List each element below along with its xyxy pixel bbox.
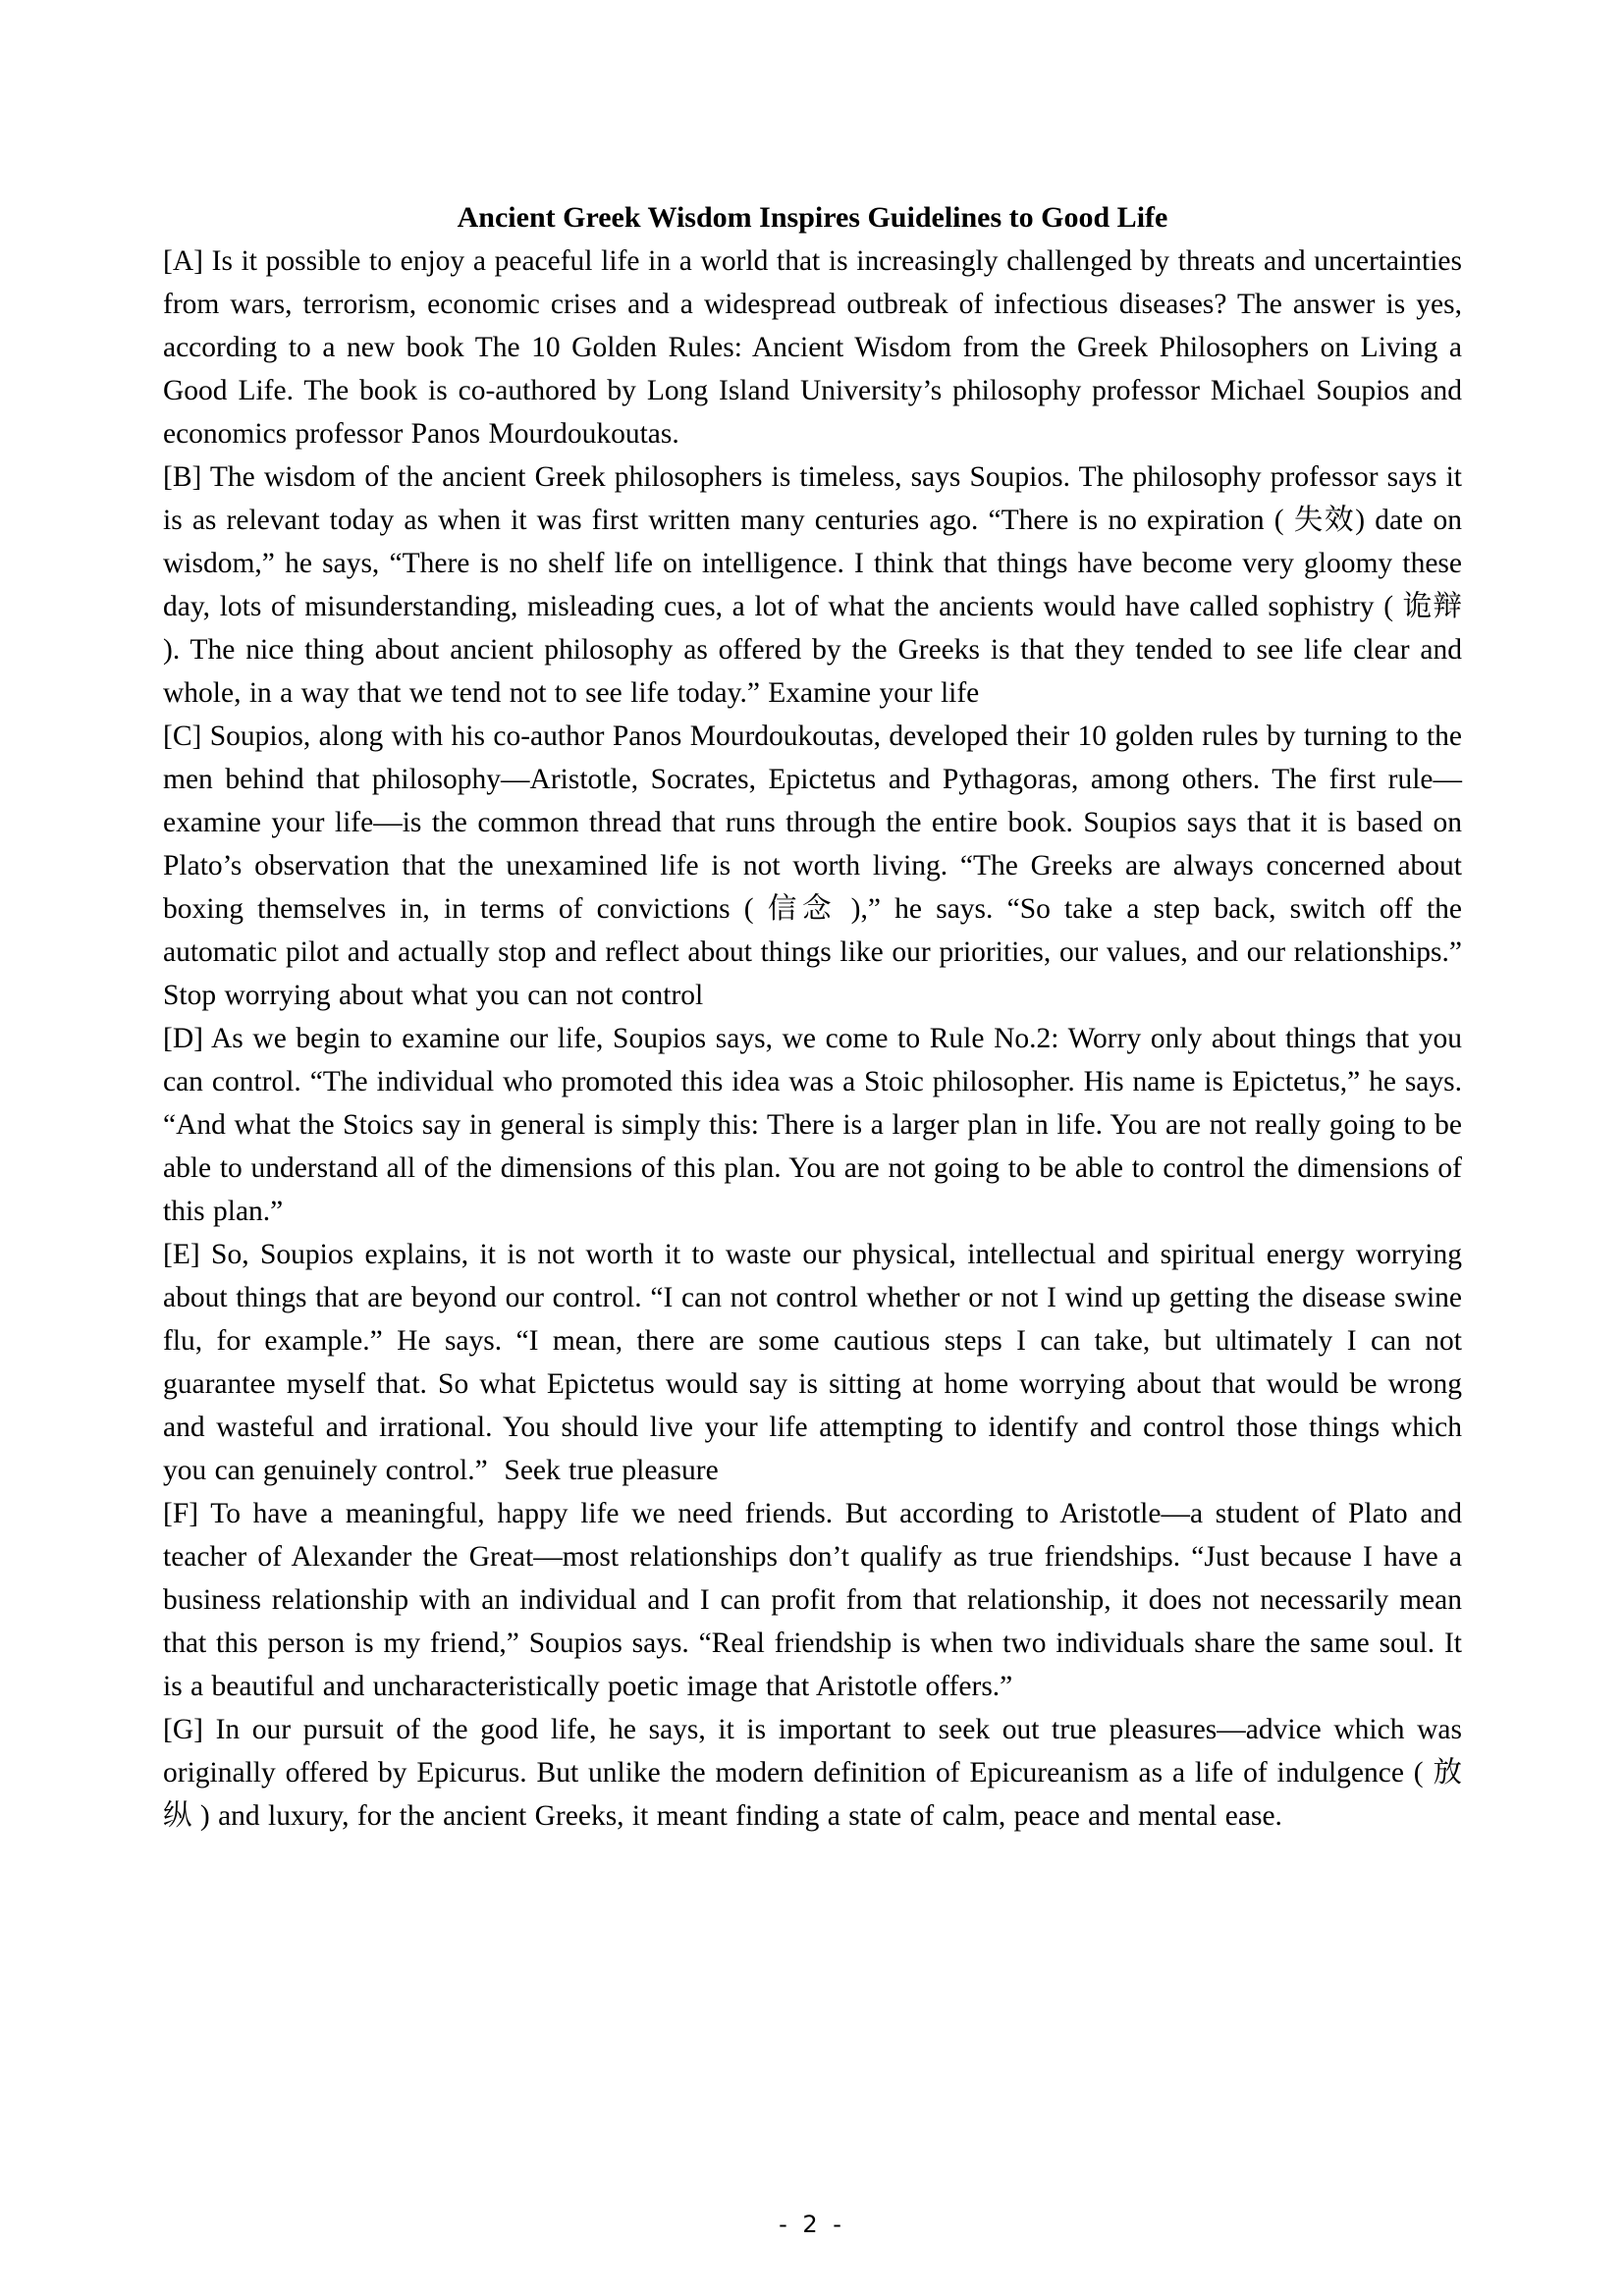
paragraph-c: [C] Soupios, along with his co-author Panos Mourdoukoutas, developed their 10 golden rules by turning to the men behind that philosophy—Aristotle, Socrates, Epictetus and Pythagoras, among others. The first rule—examine your life—is the common thread that runs through the entire book. Soupios says that it is based on Plato’s observation that the unexamined life is not worth living. “The Greeks are always concerned about boxing themselves in, in terms of convictions ( 信念 ),” he says. “So take a step back, switch off the automatic pilot and actually stop and reflect about things like our priorities, our values, and our relationships.” Stop worrying about what you can not control xyxy=(163,721,1462,1011)
paragraph-e: [E] So, Soupios explains, it is not worth it to waste our physical, intellectual and spiritual energy worrying about things that are beyond our control. “I can not control whether or not I wind up getting the disease swine flu, for example.” He says. “I mean, there are some cautious steps I can take, but ultimately I can not guarantee myself that. So what Epictetus would say is sitting at home worrying about that would be wrong and wasteful and irrational. You should live your life attempting to identify and control those things which you can genuinely control.” Seek true pleasure xyxy=(163,1239,1462,1486)
paragraph-a: [A] Is it possible to enjoy a peaceful life in a world that is increasingly challenged by threats and uncertainties from wars, terrorism, economic crises and a widespread outbreak of infectious diseases? The answer is yes, according to a new book The 10 Golden Rules: Ancient Wisdom from the Greek Philosophers on Living a Good Life. The book is co-authored by Long Island University’s philosophy professor Michael Soupios and economics professor Panos Mourdoukoutas. xyxy=(163,245,1462,450)
paragraph-g: [G] In our pursuit of the good life, he says, it is important to seek out true pleasures—advice which was originally offered by Epicurus. But unlike the modern definition of Epicureanism as a life of indulgence ( 放纵 ) and luxury, for the ancient Greeks, it meant finding a state of calm, peace and mental ease. xyxy=(163,1714,1462,1832)
paragraph-b: [B] The wisdom of the ancient Greek philosophers is timeless, says Soupios. The philosophy professor says it is as relevant today as when it was first written many centuries ago. “There is no expiration ( 失效) date on wisdom,” he says, “There is no shelf life on intelligence. I think that things have become very gloomy these day, lots of misunderstanding, misleading cues, a lot of what the ancients would have called sophistry ( 诡辩 ). The nice thing about ancient philosophy as offered by the Greeks is that they tended to see life clear and whole, in a way that we tend not to see life today.” Examine your life xyxy=(163,461,1462,709)
page-number: - 2 - xyxy=(779,2211,845,2238)
passage-title: Ancient Greek Wisdom Inspires Guidelines to Good Life xyxy=(457,201,1168,234)
passage-body xyxy=(163,196,1462,1838)
paragraph-d: [D] As we begin to examine our life, Soupios says, we come to Rule No.2: Worry only about things that you can control. “The individual who promoted this idea was a Stoic philosopher. His name is Epictetus,” he says. “And what the Stoics say in general is simply this: There is a larger plan in life. You are not really going to be able to understand all of the dimensions of this plan. You are not going to be able to control the dimensions of this plan.” xyxy=(163,1023,1462,1227)
paragraph-f: [F] To have a meaningful, happy life we need friends. But according to Aristotle—a student of Plato and teacher of Alexander the Great—most relationships don’t qualify as true friendships. “Just because I have a business relationship with an individual and I can profit from that relationship, it does not necessarily mean that this person is my friend,” Soupios says. “Real friendship is when two individuals share the same soul. It is a beautiful and uncharacteristically poetic image that Aristotle offers.” xyxy=(163,1498,1462,1702)
